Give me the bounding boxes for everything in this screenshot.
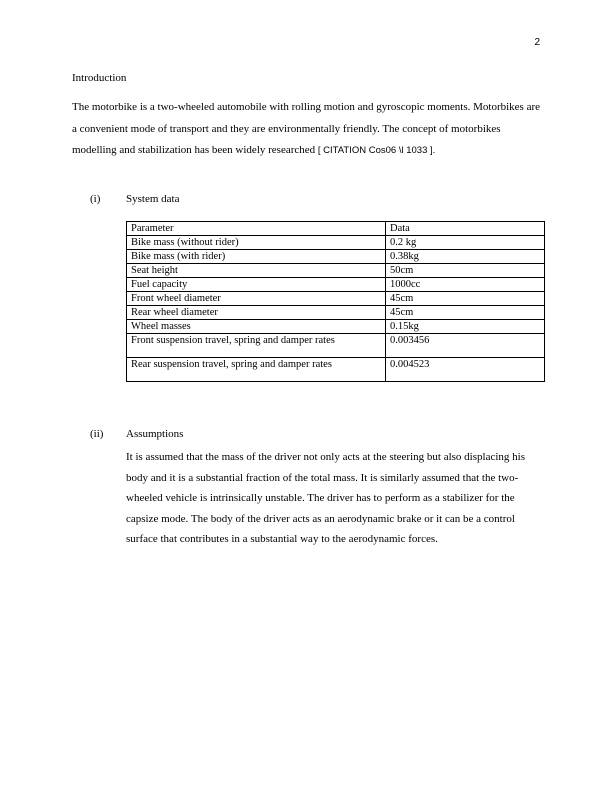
table-cell-parameter: Wheel masses	[127, 320, 386, 334]
table-cell-value: 45cm	[386, 292, 545, 306]
table-row	[127, 278, 545, 292]
table-cell-parameter: Rear suspension travel, spring and damper rates	[127, 358, 386, 382]
table-row	[127, 358, 545, 382]
table-cell-value: 0.2 kg	[386, 236, 545, 250]
table-header-data: Data	[386, 222, 545, 236]
section-title-system-data: System data	[126, 193, 180, 205]
table-row	[127, 250, 545, 264]
table-header-row	[127, 222, 545, 236]
page-number: 2	[534, 37, 540, 48]
section-number-system-data: (i)	[90, 193, 101, 205]
table-cell-value: 1000cc	[386, 278, 545, 292]
table-row	[127, 264, 545, 278]
table-cell-parameter: Seat height	[127, 264, 386, 278]
table-cell-value: 0.15kg	[386, 320, 545, 334]
table-cell-value: 0.004523	[386, 358, 545, 382]
table-row	[127, 320, 545, 334]
table-cell-parameter: Rear wheel diameter	[127, 306, 386, 320]
table-cell-parameter: Front wheel diameter	[127, 292, 386, 306]
table-row	[127, 236, 545, 250]
table-header-parameter: Parameter	[127, 222, 386, 236]
assumptions-paragraph: It is assumed that the mass of the driver not only acts at the steering but also displacing his body and it is a substantial fraction of the total mass. It is similarly assumed that the two-wheeled vehicle is intrinsically unstable. The driver has to perform as a stabilizer for the capsize mode. The body of the driver acts as an aerodynamic brake or it can be a control surface that contributes in a substantial way to the aerodynamic forces.	[126, 451, 525, 545]
introduction-heading: Introduction	[72, 72, 127, 84]
table-cell-value: 45cm	[386, 306, 545, 320]
table-row	[127, 334, 545, 358]
section-title-assumptions: Assumptions	[126, 428, 184, 440]
table-row	[127, 306, 545, 320]
table-cell-parameter: Bike mass (with rider)	[127, 250, 386, 264]
introduction-paragraph	[72, 97, 542, 162]
table-cell-parameter: Front suspension travel, spring and damper rates	[127, 334, 386, 358]
table-cell-value: 0.38kg	[386, 250, 545, 264]
table-cell-parameter: Fuel capacity	[127, 278, 386, 292]
table-cell-parameter: Bike mass (without rider)	[127, 236, 386, 250]
table-cell-value: 50cm	[386, 264, 545, 278]
citation: [ CITATION Cos06 \l 1033 ].	[317, 145, 436, 156]
table-row	[127, 292, 545, 306]
system-data-table	[126, 221, 545, 382]
table-cell-value: 0.003456	[386, 334, 545, 358]
section-number-assumptions: (ii)	[90, 428, 104, 440]
introduction-text: The motorbike is a two-wheeled automobile with rolling motion and gyroscopic moments. Motorbikes are a convenient mode of transport and they are environmentally friendly. The concept of motorbikes modelling and stabilization has been widely researched	[72, 101, 541, 156]
